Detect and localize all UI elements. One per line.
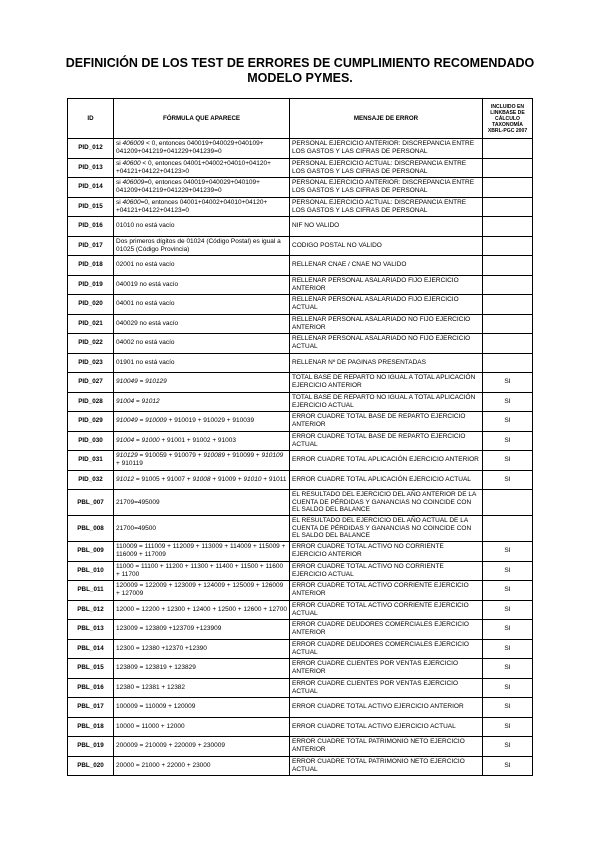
table-row xyxy=(68,314,533,334)
table-row xyxy=(68,490,533,516)
row-incluido: SI xyxy=(483,600,533,620)
error-tests-table xyxy=(67,98,533,776)
row-id: PBL_018 xyxy=(68,717,114,737)
row-incluido xyxy=(483,334,533,354)
row-formula: 12000 = 12200 + 12300 + 12400 + 12500 + 12600 + 12700 xyxy=(114,600,290,620)
row-id: PBL_017 xyxy=(68,698,114,718)
row-incluido: SI xyxy=(483,542,533,562)
row-formula: 21700=49500 xyxy=(114,516,290,542)
table-row xyxy=(68,139,533,159)
row-id: PID_027 xyxy=(68,373,114,393)
row-incluido: SI xyxy=(483,470,533,490)
header-mensaje: MENSAJE DE ERROR xyxy=(290,99,483,139)
row-formula: 04001 no está vacío xyxy=(114,295,290,315)
formula-italic-term: 910129 xyxy=(116,452,138,460)
row-mensaje: PERSONAL EJERCICIO ANTERIOR: DISCREPANCIA ENTRE LOS GASTOS Y LAS CIFRAS DE PERSONAL xyxy=(290,178,483,198)
formula-italic-term: 91010 xyxy=(243,475,262,483)
row-id: PID_015 xyxy=(68,197,114,217)
row-formula: 01010 no está vacío xyxy=(114,217,290,237)
table-row xyxy=(68,392,533,412)
header-incluido-line: XBRL-PGC 2007 xyxy=(487,127,528,134)
row-incluido: SI xyxy=(483,659,533,679)
formula-italic-term: 40600 xyxy=(122,198,141,206)
row-id: PBL_011 xyxy=(68,581,114,601)
row-incluido: SI xyxy=(483,698,533,718)
table-row xyxy=(68,412,533,432)
table-row xyxy=(68,373,533,393)
row-mensaje: ERROR CUADRE TOTAL ACTIVO CORRIENTE EJERCICIO ANTERIOR xyxy=(290,581,483,601)
table-row xyxy=(68,678,533,698)
row-mensaje: NIF NO VALIDO xyxy=(290,217,483,237)
row-incluido xyxy=(483,516,533,542)
row-mensaje: EL RESULTADO DEL EJERCICIO DEL AÑO ACTUAL DE LA CUENTA DE PÉRDIDAS Y GANANCIAS NO COINCIDE CON EL SALDO DEL BALANCE xyxy=(290,516,483,542)
row-formula: 100009 = 110009 + 120009 xyxy=(114,698,290,718)
row-mensaje: RELLENAR CNAE / CNAE NO VALIDO xyxy=(290,256,483,276)
row-id: PID_017 xyxy=(68,236,114,256)
row-mensaje: ERROR CUADRE TOTAL ACTIVO NO CORRIENTE EJERCICIO ANTERIOR xyxy=(290,542,483,562)
row-mensaje: ERROR CUADRE CLIENTES POR VENTAS EJERCICIO ACTUAL xyxy=(290,678,483,698)
row-formula: 123809 = 123819 + 123829 xyxy=(114,659,290,679)
table-row xyxy=(68,620,533,640)
table-row xyxy=(68,236,533,256)
row-incluido xyxy=(483,197,533,217)
formula-italic-term: 406009 xyxy=(122,140,145,148)
row-formula: Dos primeros dígitos de 01024 (Código Postal) es igual a 01025 (Código Provincia) xyxy=(114,236,290,256)
row-formula: 10000 = 11000 + 12000 xyxy=(114,717,290,737)
row-mensaje: RELLENAR PERSONAL ASALARIADO NO FIJO EJERCICIO ACTUAL xyxy=(290,334,483,354)
row-mensaje: ERROR CUADRE TOTAL APLICACIÓN EJERCICIO ANTERIOR xyxy=(290,451,483,471)
row-id: PBL_020 xyxy=(68,756,114,776)
formula-italic-term: 91008 xyxy=(192,475,211,483)
row-formula: 110009 = 111009 + 112009 + 113009 + 114009 + 115009 + 116009 + 117009 xyxy=(114,542,290,562)
row-id: PID_023 xyxy=(68,353,114,373)
row-id: PBL_007 xyxy=(68,490,114,516)
row-incluido xyxy=(483,295,533,315)
row-mensaje: RELLENAR Nº DE PAGINAS PRESENTADAS xyxy=(290,353,483,373)
row-incluido xyxy=(483,139,533,159)
row-formula: si 406009 < 0, entonces 040019+040029+040109+ 041209+041219+041229+041239=0 xyxy=(114,139,290,159)
row-formula xyxy=(114,373,290,393)
table-row xyxy=(68,431,533,451)
row-mensaje: ERROR CUADRE CLIENTES POR VENTAS EJERCICIO ANTERIOR xyxy=(290,659,483,679)
row-incluido xyxy=(483,314,533,334)
row-incluido xyxy=(483,256,533,276)
row-id: PBL_013 xyxy=(68,620,114,640)
row-incluido: SI xyxy=(483,678,533,698)
row-id: PBL_010 xyxy=(68,561,114,581)
row-incluido xyxy=(483,158,533,178)
row-formula: 12380 = 12381 + 12382 xyxy=(114,678,290,698)
row-mensaje: TOTAL BASE DE REPARTO NO IGUAL A TOTAL APLICACIÓN EJERCICIO ACTUAL xyxy=(290,392,483,412)
row-id: PBL_014 xyxy=(68,639,114,659)
formula-italic-term: 406009 xyxy=(122,179,145,187)
row-mensaje: PERSONAL EJERCICIO ACTUAL: DISCREPANCIA ENTRE LOS GASTOS Y LAS CIFRAS DE PERSONAL xyxy=(290,158,483,178)
row-mensaje: RELLENAR PERSONAL ASALARIADO NO FIJO EJERCICIO ANTERIOR xyxy=(290,314,483,334)
row-mensaje: RELLENAR PERSONAL ASALARIADO FIJO EJERCICIO ANTERIOR xyxy=(290,275,483,295)
title-line-2: MODELO PYMES. xyxy=(247,71,353,85)
formula-italic-term: 910109 xyxy=(261,452,284,460)
row-id: PID_030 xyxy=(68,431,114,451)
row-id: PID_016 xyxy=(68,217,114,237)
row-id: PID_013 xyxy=(68,158,114,178)
row-id: PBL_009 xyxy=(68,542,114,562)
table-row xyxy=(68,581,533,601)
table-row xyxy=(68,178,533,198)
table-row xyxy=(68,639,533,659)
row-formula: 12300 = 12380 +12370 +12390 xyxy=(114,639,290,659)
row-mensaje: ERROR CUADRE TOTAL ACTIVO EJERCICIO ANTERIOR xyxy=(290,698,483,718)
row-incluido xyxy=(483,217,533,237)
formula-italic-term: 40600 xyxy=(122,159,141,167)
row-incluido xyxy=(483,275,533,295)
row-mensaje: ERROR CUADRE TOTAL ACTIVO EJERCICIO ACTUAL xyxy=(290,717,483,737)
row-formula: 910129 = 910059 + 910079 + 910089 + 910099 + 910109 + 910119 xyxy=(114,451,290,471)
table-row xyxy=(68,756,533,776)
row-id: PBL_012 xyxy=(68,600,114,620)
row-formula: 123009 = 123809 +123709 +123909 xyxy=(114,620,290,640)
row-incluido: SI xyxy=(483,581,533,601)
row-mensaje: TOTAL BASE DE REPARTO NO IGUAL A TOTAL APLICACIÓN EJERCICIO ANTERIOR xyxy=(290,373,483,393)
row-incluido: SI xyxy=(483,737,533,757)
row-mensaje: ERROR CUADRE TOTAL BASE DE REPARTO EJERCICIO ACTUAL xyxy=(290,431,483,451)
row-formula: 200009 = 210009 + 220009 + 230009 xyxy=(114,737,290,757)
row-formula: 91012 = 91005 + 91007 + 91008 + 91009 + 91010 + 91011 xyxy=(114,470,290,490)
row-mensaje: ERROR CUADRE DEUDORES COMERCIALES EJERCICIO ANTERIOR xyxy=(290,620,483,640)
row-formula: 20000 = 21000 + 22000 + 23000 xyxy=(114,756,290,776)
table-header-row xyxy=(68,99,533,139)
row-mensaje: PERSONAL EJERCICIO ANTERIOR: DISCREPANCIA ENTRE LOS GASTOS Y LAS CIFRAS DE PERSONAL xyxy=(290,139,483,159)
row-formula: 91004 = 91000 + 91001 + 91002 + 91003 xyxy=(114,431,290,451)
row-formula: 02001 no está vacío xyxy=(114,256,290,276)
table-row xyxy=(68,275,533,295)
row-id: PID_019 xyxy=(68,275,114,295)
row-incluido: SI xyxy=(483,639,533,659)
header-formula: FÓRMULA QUE APARECE xyxy=(114,99,290,139)
table-row xyxy=(68,698,533,718)
row-incluido xyxy=(483,353,533,373)
row-formula: 910049 = 910009 + 910019 + 910029 + 910039 xyxy=(114,412,290,432)
row-mensaje: CODIGO POSTAL NO VALIDO xyxy=(290,236,483,256)
table-row xyxy=(68,600,533,620)
formula-italic-term: 910049 = 910009 xyxy=(116,417,167,425)
header-id: ID xyxy=(68,99,114,139)
row-mensaje: ERROR CUADRE TOTAL PATRIMONIO NETO EJERCICIO ACTUAL xyxy=(290,756,483,776)
formula-italic-term: 910089 xyxy=(203,452,226,460)
title-line-1: DEFINICIÓN DE LOS TEST DE ERRORES DE CUMPLIMIENTO RECOMENDADO xyxy=(65,56,535,70)
row-id: PBL_019 xyxy=(68,737,114,757)
row-formula: 21709=495009 xyxy=(114,490,290,516)
row-mensaje: ERROR CUADRE TOTAL ACTIVO CORRIENTE EJERCICIO ACTUAL xyxy=(290,600,483,620)
table-row xyxy=(68,353,533,373)
row-formula: 01901 no está vacío xyxy=(114,353,290,373)
row-id: PID_021 xyxy=(68,314,114,334)
row-incluido xyxy=(483,490,533,516)
row-incluido: SI xyxy=(483,412,533,432)
table-row xyxy=(68,717,533,737)
table-row xyxy=(68,561,533,581)
table-row xyxy=(68,451,533,471)
formula-italic-term: 91004 = 91000 xyxy=(116,436,160,444)
row-incluido xyxy=(483,236,533,256)
header-incluido-line: INCLUIDO EN xyxy=(490,103,525,110)
row-id: PID_012 xyxy=(68,139,114,159)
table-row xyxy=(68,158,533,178)
header-incluido-line: LINKBASE DE xyxy=(490,109,525,116)
row-incluido: SI xyxy=(483,620,533,640)
table-row xyxy=(68,659,533,679)
formula-italic-term: 91012 xyxy=(116,475,135,483)
table-body xyxy=(68,139,533,776)
table-row xyxy=(68,295,533,315)
row-id: PID_020 xyxy=(68,295,114,315)
row-formula: 040019 no está vacío xyxy=(114,275,290,295)
table-row xyxy=(68,516,533,542)
row-id: PID_032 xyxy=(68,470,114,490)
row-incluido: SI xyxy=(483,717,533,737)
row-mensaje: ERROR CUADRE TOTAL PATRIMONIO NETO EJERCICIO ANTERIOR xyxy=(290,737,483,757)
row-id: PBL_016 xyxy=(68,678,114,698)
row-incluido: SI xyxy=(483,373,533,393)
row-id: PID_031 xyxy=(68,451,114,471)
row-mensaje: ERROR CUADRE TOTAL BASE DE REPARTO EJERCICIO ANTERIOR xyxy=(290,412,483,432)
row-incluido: SI xyxy=(483,561,533,581)
table-row xyxy=(68,334,533,354)
row-id: PBL_008 xyxy=(68,516,114,542)
row-formula xyxy=(114,392,290,412)
row-mensaje: EL RESULTADO DEL EJERCICIO DEL AÑO ANTERIOR DE LA CUENTA DE PÉRDIDAS Y GANANCIAS NO COINCIDE CON EL SALDO DEL BALANCE xyxy=(290,490,483,516)
row-id: PID_018 xyxy=(68,256,114,276)
row-formula: si 406009=0, entonces 040019+040029+040109+ 041209+041219+041229+041239=0 xyxy=(114,178,290,198)
row-mensaje: RELLENAR PERSONAL ASALARIADO FIJO EJERCICIO ACTUAL xyxy=(290,295,483,315)
table-row xyxy=(68,197,533,217)
header-incluido-line: CÁLCULO xyxy=(495,115,520,122)
row-id: PID_014 xyxy=(68,178,114,198)
row-incluido: SI xyxy=(483,756,533,776)
table-row xyxy=(68,256,533,276)
row-id: PID_028 xyxy=(68,392,114,412)
row-formula: si 40600 < 0, entonces 04001+04002+04010+04120+ +04121+04122+04123>0 xyxy=(114,158,290,178)
header-incluido xyxy=(483,99,533,139)
row-formula: si 40600=0, entonces 04001+04002+04010+04120+ +04121+04122+04123=0 xyxy=(114,197,290,217)
formula-italic-term: 91004 = 91012 xyxy=(116,397,160,405)
row-mensaje: ERROR CUADRE TOTAL APLICACIÓN EJERCICIO ACTUAL xyxy=(290,470,483,490)
document-title xyxy=(40,56,560,86)
row-formula: 11000 = 11100 + 11200 + 11300 + 11400 + 11500 + 11600 + 11700 xyxy=(114,561,290,581)
row-id: PBL_015 xyxy=(68,659,114,679)
row-incluido: SI xyxy=(483,431,533,451)
header-incluido-line: TAXONOMÍA xyxy=(492,121,523,128)
table-row xyxy=(68,470,533,490)
row-id: PID_022 xyxy=(68,334,114,354)
row-mensaje: PERSONAL EJERCICIO ACTUAL: DISCREPANCIA ENTRE LOS GASTOS Y LAS CIFRAS DE PERSONAL xyxy=(290,197,483,217)
table-row xyxy=(68,737,533,757)
row-formula: 04002 no está vacío xyxy=(114,334,290,354)
table-row xyxy=(68,217,533,237)
formula-italic-term: 910049 = 910129 xyxy=(116,378,167,386)
row-incluido: SI xyxy=(483,451,533,471)
row-id: PID_029 xyxy=(68,412,114,432)
row-incluido: SI xyxy=(483,392,533,412)
table-row xyxy=(68,542,533,562)
row-mensaje: ERROR CUADRE DEUDORES COMERCIALES EJERCICIO ACTUAL xyxy=(290,639,483,659)
row-mensaje: ERROR CUADRE TOTAL ACTIVO NO CORRIENTE EJERCICIO ACTUAL xyxy=(290,561,483,581)
row-formula: 120009 = 122009 + 123009 + 124009 + 125009 + 126009 + 127009 xyxy=(114,581,290,601)
row-formula: 040029 no está vacío xyxy=(114,314,290,334)
row-incluido xyxy=(483,178,533,198)
